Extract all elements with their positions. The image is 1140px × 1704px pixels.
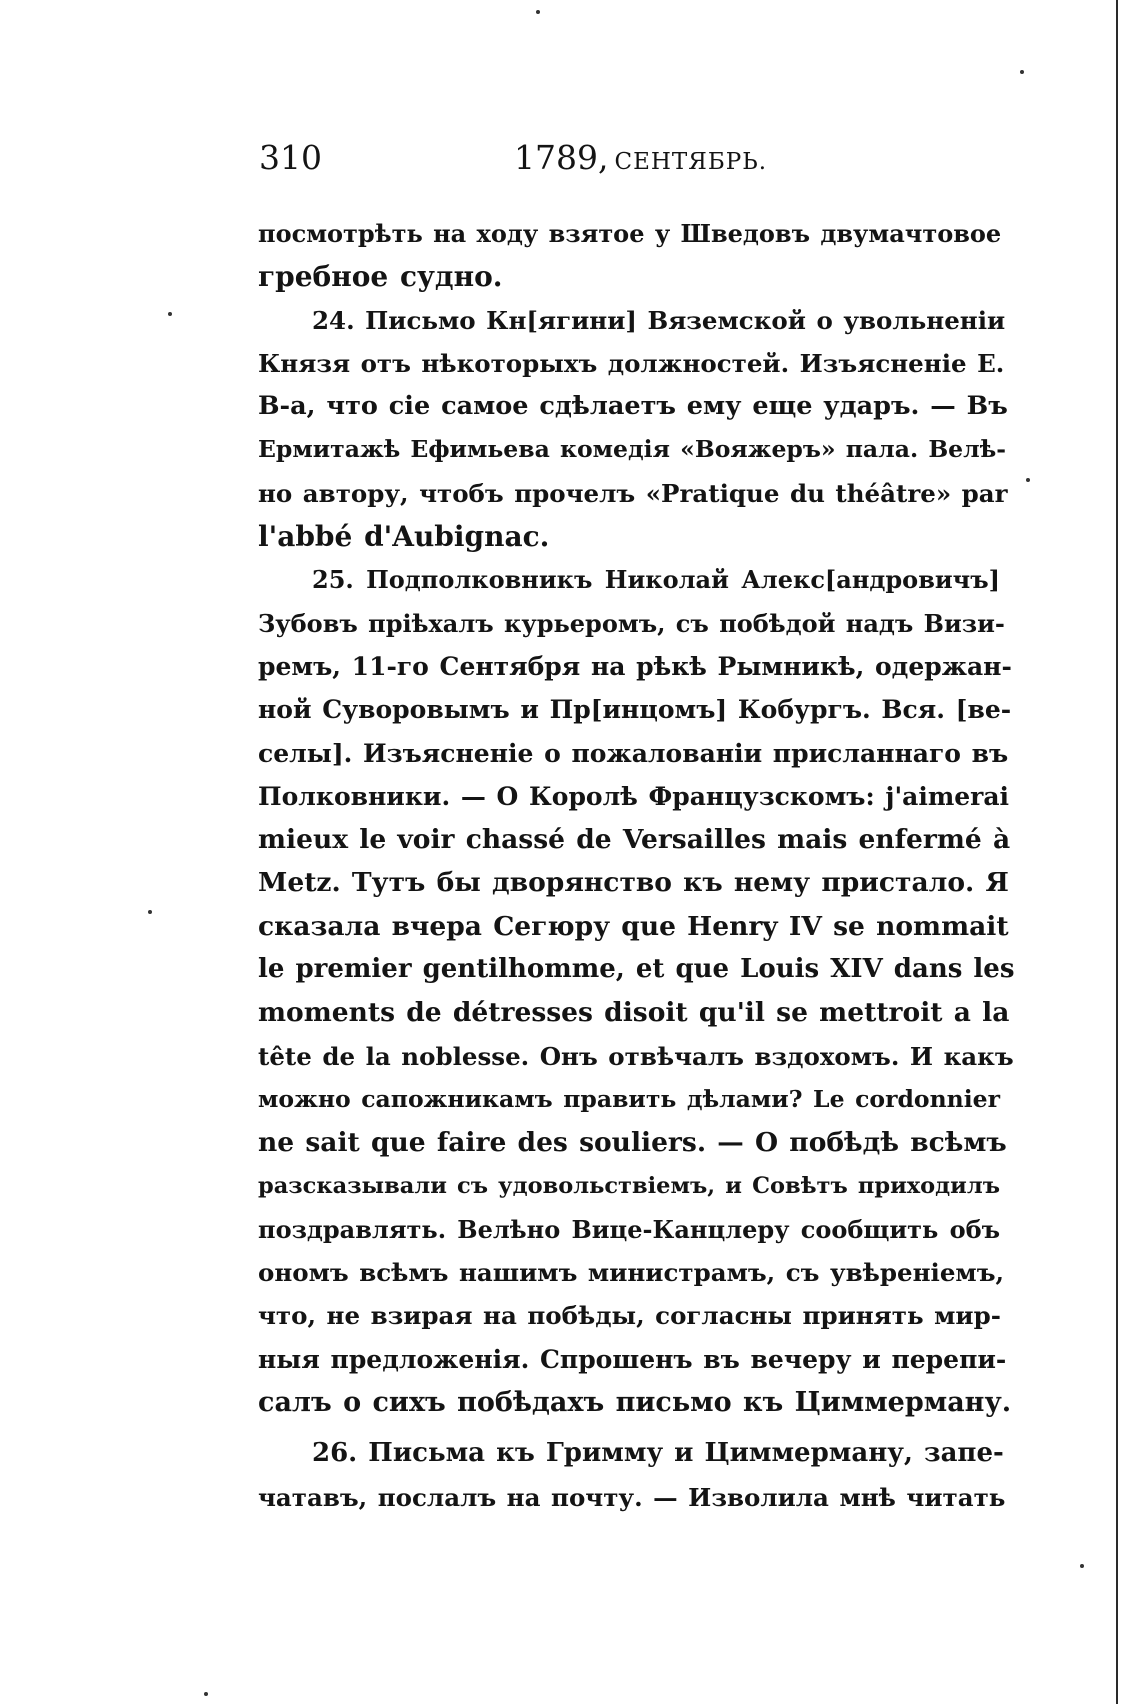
text-line: tête de la noblesse. Онъ отвѣчалъ вздохомъ. И какъ bbox=[258, 1041, 1014, 1071]
entry-26-start: 26. Письма къ Гримму и Циммерману, запе- bbox=[312, 1438, 1004, 1469]
text-line: гребное судно. bbox=[258, 260, 503, 294]
text-line: что, не взирая на побѣды, согласны принять мир- bbox=[258, 1301, 1001, 1331]
speck bbox=[204, 1692, 208, 1696]
speck bbox=[1080, 1564, 1084, 1568]
text-line: Ермитажѣ Ефимьева комедія «Вояжеръ» пала. Велѣ- bbox=[258, 435, 1006, 464]
speck bbox=[1026, 478, 1030, 482]
text-line: ной Суворовымъ и Пр[инцомъ] Кобургъ. Вся. [ве- bbox=[258, 695, 1012, 725]
text-line: сказала вчера Сегюру que Henry IV se nommait bbox=[258, 910, 1009, 942]
text-line: Зубовъ пріѣхалъ курьеромъ, съ побѣдой надъ Визи- bbox=[258, 608, 1005, 638]
text-line: Князя отъ нѣкоторыхъ должностей. Изъясненіе Е. bbox=[258, 348, 1005, 378]
text-line: mieux le voir chassé de Versailles mais enfermé à bbox=[258, 824, 1011, 856]
text-line: ономъ всѣмъ нашимъ министрамъ, съ увѣреніемъ, bbox=[258, 1258, 1005, 1288]
running-head bbox=[514, 138, 767, 177]
text-line: поздравлять. Велѣно Вице-Канцлеру сообщить объ bbox=[258, 1214, 1000, 1244]
speck bbox=[148, 910, 152, 914]
page-edge-rule bbox=[1116, 0, 1118, 1704]
speck bbox=[1020, 70, 1024, 74]
page-header bbox=[259, 138, 999, 184]
speck bbox=[536, 10, 540, 14]
entry-24-start: 24. Письмо Кн[ягини] Вяземской о увольненіи bbox=[312, 305, 1006, 335]
text-line: le premier gentilhomme, et que Louis XIV dans les bbox=[258, 954, 1015, 985]
text-line: ремъ, 11-го Сентября на рѣкѣ Рымникѣ, одержан- bbox=[258, 651, 1012, 681]
text-line: В-а, что сіе самое сдѣлаетъ ему еще ударъ. — Въ bbox=[258, 391, 1008, 422]
text-line: но автору, чтобъ прочелъ «Pratique du théâtre» par bbox=[258, 478, 1008, 508]
text-line: посмотрѣть на ходу взятое у Шведовъ двумачтовое bbox=[258, 219, 1002, 248]
text-line: Metz. Тутъ бы дворянство къ нему пристало. Я bbox=[258, 867, 1009, 899]
speck bbox=[168, 312, 172, 316]
body-text bbox=[258, 212, 1015, 1519]
header-year: 1789, bbox=[514, 138, 609, 177]
entry-25-start: 25. Подполковникъ Николай Алекс[андровичъ] bbox=[312, 565, 1000, 595]
text-line: moments de détresses disoit qu'il se mettroit a la bbox=[258, 997, 1010, 1029]
text-line: ныя предложенія. Спрошенъ въ вечеру и перепи- bbox=[258, 1344, 1007, 1374]
text-line: чатавъ, послалъ на почту. — Изволила мнѣ читать bbox=[258, 1482, 1006, 1512]
text-line: Полковники. — О Королѣ Французскомъ: j'aimerai bbox=[258, 781, 1010, 811]
paragraph-gap bbox=[258, 1424, 1000, 1432]
text-line: ne sait que faire des souliers. — О побѣдѣ всѣмъ bbox=[258, 1127, 1007, 1159]
header-month: СЕНТЯБРЬ. bbox=[614, 149, 768, 175]
text-line: можно сапожникамъ править дѣлами? Le cordonnier bbox=[258, 1084, 1000, 1113]
text-line: селы]. Изъясненіе о пожалованіи присланнаго въ bbox=[258, 738, 1009, 768]
text-line: l'abbé d'Aubignac. bbox=[258, 520, 550, 554]
text-line: разсказывали съ удовольствіемъ, и Совѣтъ приходилъ bbox=[258, 1172, 1000, 1199]
page-number: 310 bbox=[259, 138, 322, 177]
text-line: салъ о сихъ побѣдахъ письмо къ Циммерману. bbox=[258, 1387, 1012, 1419]
